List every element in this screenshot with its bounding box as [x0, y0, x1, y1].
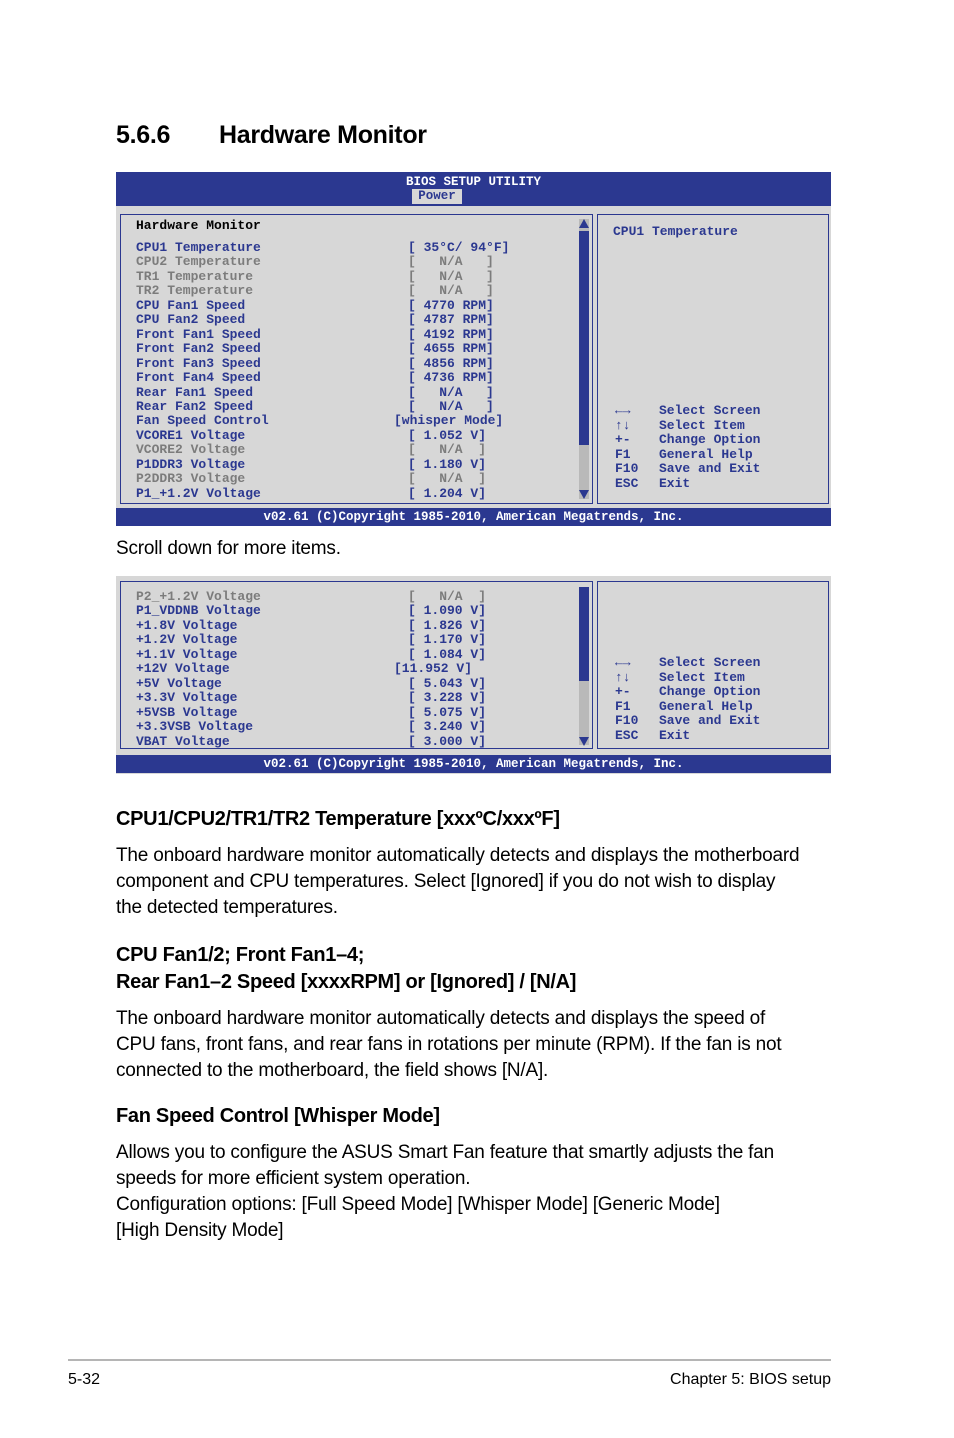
- setting-value: [ N/A ]: [408, 268, 494, 284]
- page-number: 5-32: [68, 1371, 101, 1388]
- setting-label: P2DDR3 Voltage: [136, 471, 246, 487]
- setting-label: P1DDR3 Voltage: [136, 456, 246, 472]
- setting-row[interactable]: [136, 619, 576, 634]
- section-number: 5.6.6: [116, 121, 171, 149]
- setting-label: +1.1V Voltage: [136, 646, 238, 662]
- setting-value: [ 4736 RPM]: [408, 370, 494, 386]
- bios-screen-2: [116, 576, 831, 774]
- setting-label: TR2 Temperature: [136, 283, 254, 299]
- scroll-note: Scroll down for more items.: [116, 538, 341, 559]
- setting-value: [ 4655 RPM]: [408, 341, 494, 357]
- fan-speed-heading-line-2: Rear Fan1–2 Speed [xxxxRPM] or [Ignored] / [N/A]: [116, 971, 577, 993]
- key-name: F10: [615, 713, 639, 728]
- setting-label: P2_+1.2V Voltage: [136, 589, 261, 604]
- setting-row: [136, 284, 576, 299]
- setting-row[interactable]: [136, 328, 576, 343]
- setting-label: Rear Fan1 Speed: [136, 384, 254, 400]
- key-description: Exit: [659, 727, 691, 743]
- setting-label: VCORE1 Voltage: [136, 427, 246, 443]
- setting-value: [ 3.240 V]: [408, 719, 487, 735]
- setting-row[interactable]: [136, 706, 576, 721]
- key-name: ↑↓: [615, 669, 631, 685]
- bios-screen-1: [116, 172, 831, 526]
- key-description: Save and Exit: [659, 713, 761, 728]
- scrollbar-2[interactable]: [579, 587, 589, 745]
- fan-control-heading: Fan Speed Control [Whisper Mode]: [116, 1105, 440, 1127]
- setting-row[interactable]: [136, 313, 576, 328]
- setting-value: [ 1.084 V]: [408, 646, 487, 662]
- setting-label: CPU Fan1 Speed: [136, 297, 246, 313]
- setting-label: VBAT Voltage: [136, 733, 230, 749]
- footer-divider: [68, 1359, 831, 1361]
- setting-label: +5VSB Voltage: [136, 704, 238, 720]
- setting-row[interactable]: [136, 342, 576, 357]
- setting-row[interactable]: [136, 458, 576, 473]
- scroll-down-arrow-icon[interactable]: [579, 490, 589, 499]
- setting-row[interactable]: [136, 299, 576, 314]
- copyright-bar-2: v02.61 (C)Copyright 1985-2010, American Megatrends, Inc.: [116, 755, 831, 773]
- setting-row[interactable]: [136, 604, 576, 619]
- setting-row[interactable]: [136, 648, 576, 663]
- scroll-up-arrow-icon[interactable]: [579, 219, 589, 228]
- key-name: F1: [615, 446, 631, 462]
- setting-row: [136, 443, 576, 458]
- key-name: F1: [615, 698, 631, 714]
- copyright-bar: v02.61 (C)Copyright 1985-2010, American Megatrends, Inc.: [116, 508, 831, 526]
- setting-value: [ 4770 RPM]: [408, 297, 494, 313]
- key-name: ESC: [615, 475, 639, 491]
- setting-row[interactable]: [136, 400, 576, 415]
- key-name: +-: [615, 432, 631, 447]
- setting-row[interactable]: [136, 691, 576, 706]
- setting-value: [ 4787 RPM]: [408, 312, 494, 328]
- setting-value: [ 1.170 V]: [408, 632, 487, 648]
- key-description: Save and Exit: [659, 461, 761, 476]
- setting-row: [136, 590, 576, 605]
- bios-title: BIOS SETUP UTILITY: [405, 175, 542, 189]
- setting-row[interactable]: [136, 662, 576, 677]
- setting-row[interactable]: [136, 677, 576, 692]
- fan-speed-heading-line-1: CPU Fan1/2; Front Fan1–4;: [116, 944, 365, 966]
- setting-value: [ N/A ]: [408, 283, 494, 299]
- setting-label: Rear Fan2 Speed: [136, 398, 254, 414]
- setting-row[interactable]: [136, 386, 576, 401]
- help-text: CPU1 Temperature: [613, 224, 738, 239]
- setting-label: +12V Voltage: [136, 661, 230, 677]
- setting-label: P1_+1.2V Voltage: [136, 485, 261, 501]
- setting-value: [ N/A ]: [408, 442, 487, 458]
- help-panel-2: [597, 581, 829, 749]
- setting-row[interactable]: [136, 633, 576, 648]
- setting-label: CPU Fan2 Speed: [136, 312, 246, 328]
- setting-row[interactable]: [136, 429, 576, 444]
- setting-label: Front Fan3 Speed: [136, 355, 261, 371]
- setting-label: TR1 Temperature: [136, 268, 254, 284]
- setting-row: [136, 472, 576, 487]
- fan-control-description: Allows you to configure the ASUS Smart Fan feature that smartly adjusts the fan speeds for more efficient system operation. Configuration options: [Full Speed Mode] [Whisper Mode] [Generic Mode] [High Density Mode]: [116, 1142, 774, 1241]
- settings-list: [136, 241, 576, 503]
- setting-row[interactable]: [136, 735, 576, 750]
- temperature-description: The onboard hardware monitor automatically detects and displays the motherboard component and CPU temperatures. Select [Ignored] if you do not wish to display the detected temperatures.: [116, 845, 800, 918]
- setting-label: Front Fan2 Speed: [136, 341, 261, 357]
- scroll-down-arrow-icon-2[interactable]: [579, 737, 589, 746]
- page-title: Hardware Monitor: [219, 121, 427, 149]
- setting-label: Front Fan4 Speed: [136, 370, 261, 386]
- setting-row[interactable]: [136, 720, 576, 735]
- setting-value: [ 5.043 V]: [408, 675, 487, 691]
- scrollbar[interactable]: [579, 219, 589, 499]
- fan-speed-description: The onboard hardware monitor automatically detects and displays the speed of CPU fans, front fans, and rear fans in rotations per minute (RPM). If the fan is not connected to the motherboard, the field shows [N/A].: [116, 1008, 782, 1081]
- setting-value: [11.952 V]: [394, 661, 473, 677]
- setting-label: Fan Speed Control: [136, 413, 269, 429]
- key-description: Change Option: [659, 432, 761, 447]
- setting-label: CPU1 Temperature: [136, 240, 261, 255]
- setting-value: [ 1.090 V]: [408, 603, 487, 619]
- settings-list-2: [136, 590, 576, 750]
- setting-value: [ 1.204 V]: [408, 485, 487, 501]
- setting-value: [whisper Mode]: [394, 413, 504, 429]
- setting-label: +1.8V Voltage: [136, 617, 238, 633]
- settings-panel: [120, 214, 593, 504]
- setting-row[interactable]: [136, 414, 576, 429]
- scroll-thumb-2[interactable]: [579, 587, 589, 681]
- setting-row: [136, 270, 576, 285]
- key-name: ←→: [615, 403, 631, 418]
- setting-value: [ 3.000 V]: [408, 733, 487, 749]
- temperature-heading: CPU1/CPU2/TR1/TR2 Temperature [xxxºC/xxxºF]: [116, 808, 560, 830]
- setting-label: +3.3VSB Voltage: [136, 719, 254, 735]
- key-name: ←→: [615, 655, 631, 670]
- setting-row[interactable]: [136, 371, 576, 386]
- setting-label: P1_VDDNB Voltage: [136, 603, 261, 619]
- key-description: General Help: [659, 698, 753, 714]
- setting-value: [ N/A ]: [408, 471, 487, 487]
- setting-value: [ 3.228 V]: [408, 690, 487, 706]
- setting-value: [ 4856 RPM]: [408, 355, 494, 371]
- setting-value: [ N/A ]: [408, 398, 494, 414]
- setting-label: VCORE2 Voltage: [136, 442, 246, 458]
- setting-value: [ 4192 RPM]: [408, 326, 494, 342]
- key-description: Select Screen: [659, 403, 761, 418]
- chapter-label: Chapter 5: BIOS setup: [670, 1371, 831, 1388]
- setting-value: [ 1.180 V]: [408, 456, 487, 472]
- setting-value: [ N/A ]: [408, 384, 494, 400]
- setting-label: CPU2 Temperature: [136, 254, 261, 270]
- key-description: Select Screen: [659, 655, 761, 670]
- key-name: ESC: [615, 727, 639, 743]
- setting-value: [ 35°C/ 94°F]: [408, 240, 510, 255]
- panel-section-title: Hardware Monitor: [136, 218, 261, 233]
- key-description: Select Item: [659, 417, 745, 433]
- tab-power[interactable]: Power: [412, 189, 462, 204]
- setting-row[interactable]: [136, 241, 576, 256]
- key-name: ↑↓: [615, 417, 631, 433]
- setting-label: +1.2V Voltage: [136, 632, 238, 648]
- key-description: Select Item: [659, 669, 745, 685]
- key-description: General Help: [659, 446, 753, 462]
- help-panel: [597, 214, 829, 504]
- setting-value: [ N/A ]: [408, 589, 487, 604]
- key-name: +-: [615, 684, 631, 699]
- key-name: F10: [615, 461, 639, 476]
- setting-label: +3.3V Voltage: [136, 690, 238, 706]
- setting-row: [136, 255, 576, 270]
- setting-label: Front Fan1 Speed: [136, 326, 261, 342]
- key-legend-2: [615, 656, 815, 746]
- setting-row[interactable]: [136, 357, 576, 372]
- key-description: Change Option: [659, 684, 761, 699]
- setting-value: [ 1.826 V]: [408, 617, 487, 633]
- setting-row[interactable]: [136, 487, 576, 502]
- scroll-thumb[interactable]: [579, 231, 589, 445]
- key-legend: [615, 404, 815, 494]
- settings-panel-2: [120, 581, 593, 749]
- setting-value: [ N/A ]: [408, 254, 494, 270]
- setting-value: [ 1.052 V]: [408, 427, 487, 443]
- key-description: Exit: [659, 475, 691, 491]
- setting-label: +5V Voltage: [136, 675, 222, 691]
- setting-value: [ 5.075 V]: [408, 704, 487, 720]
